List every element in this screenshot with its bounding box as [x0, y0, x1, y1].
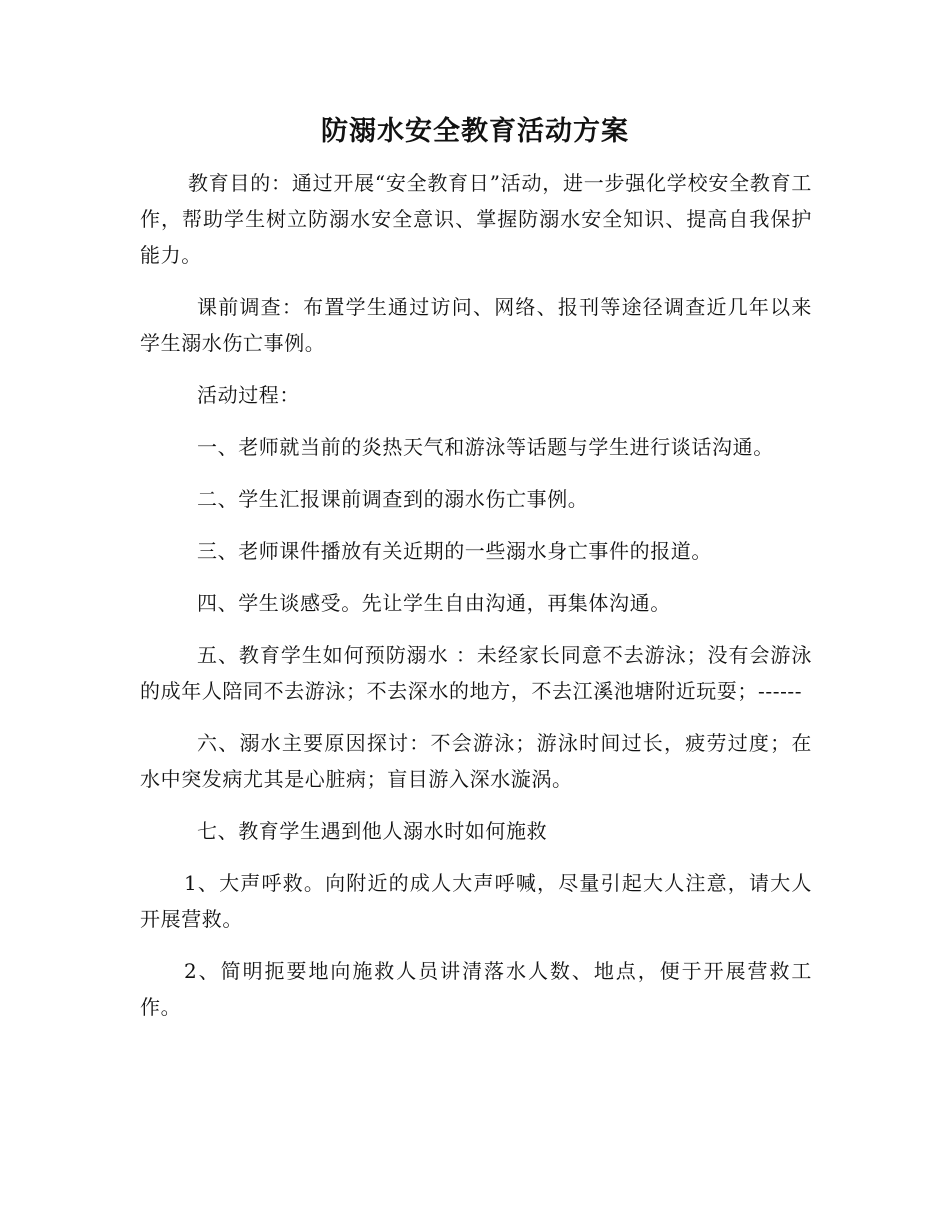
- paragraph-survey: 课前调查：布置学生通过访问、网络、报刊等途径调查近几年以来学生溺水伤亡事例。: [140, 295, 812, 355]
- paragraph-step-2: 二、学生汇报课前调查到的溺水伤亡事例。: [197, 487, 589, 511]
- paragraph-rescue-2: 2、简明扼要地向施救人员讲清落水人数、地点，便于开展营救工作。: [140, 959, 812, 1019]
- paragraph-step-7: 七、教育学生遇到他人溺水时如何施救: [197, 819, 548, 843]
- document-body: [140, 165, 812, 1041]
- paragraph-step-6: 六、溺水主要原因探讨：不会游泳；游泳时间过长，疲劳过度；在水中突发病尤其是心脏病；盲目游入深水漩涡。: [140, 731, 812, 791]
- paragraph-step-3: 三、老师课件播放有关近期的一些溺水身亡事件的报道。: [197, 539, 712, 563]
- document-title: 防溺水安全教育活动方案: [321, 116, 629, 147]
- paragraph-step-1: 一、老师就当前的炎热天气和游泳等话题与学生进行谈话沟通。: [197, 435, 774, 459]
- paragraph-purpose: 教育目的：通过开展“安全教育日”活动，进一步强化学校安全教育工作，帮助学生树立防溺水安全意识、掌握防溺水安全知识、提高自我保护能力。: [140, 171, 812, 267]
- paragraph-step-4: 四、学生谈感受。先让学生自由沟通，再集体沟通。: [197, 591, 671, 615]
- paragraph-rescue-1: 1、大声呼救。向附近的成人大声呼喊，尽量引起大人注意，请大人开展营救。: [140, 871, 812, 931]
- paragraph-step-5: 五、教育学生如何预防溺水 ：未经家长同意不去游泳；没有会游泳的成年人陪同不去游泳；不去深水的地方，不去江溪池塘附近玩耍；------: [140, 643, 812, 703]
- paragraph-process-heading: 活动过程：: [197, 383, 300, 407]
